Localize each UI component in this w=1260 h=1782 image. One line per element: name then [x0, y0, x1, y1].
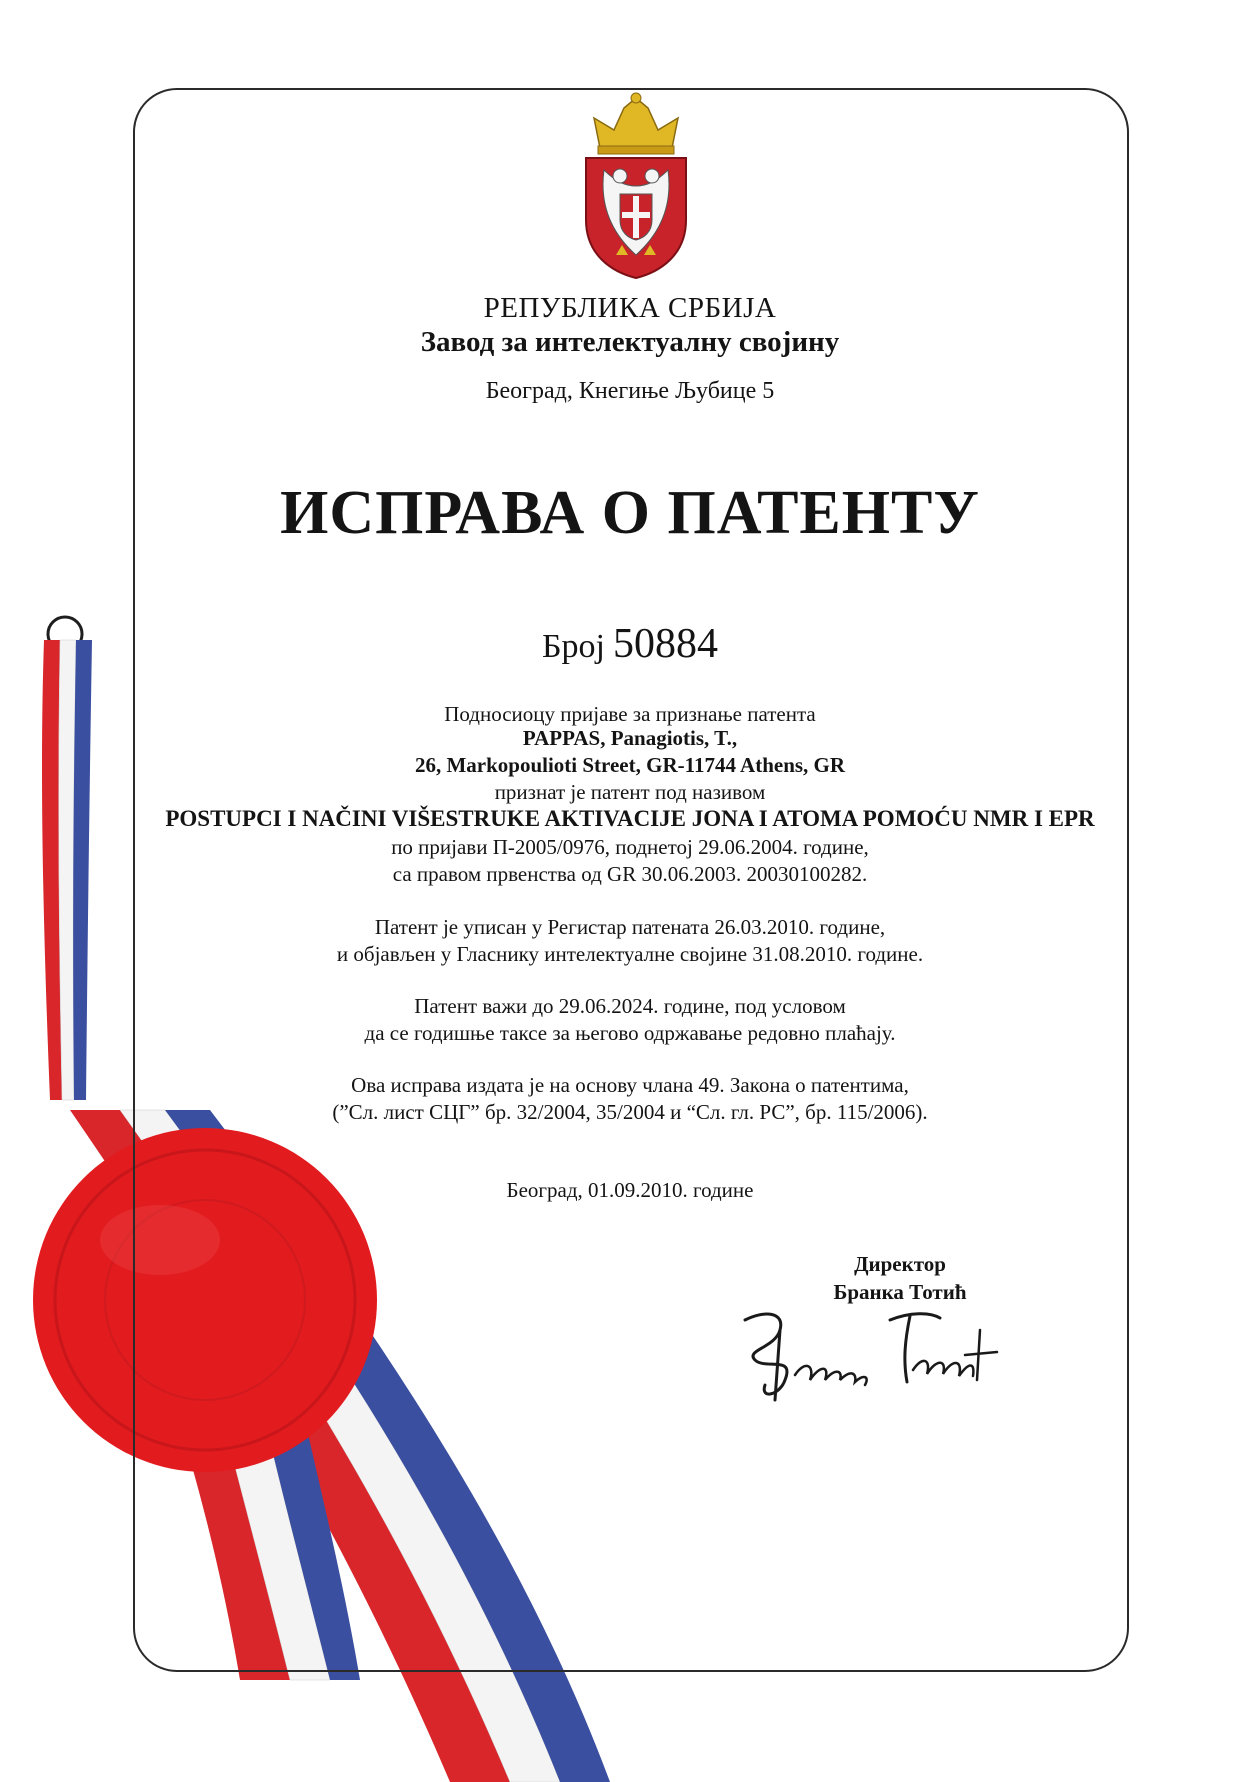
legal-basis-line-2: (”Сл. лист СЦГ” бр. 32/2004, 35/2004 и “Сл. гл. РС”, бр. 115/2006).	[332, 1100, 928, 1124]
patent-number-label: Број	[542, 628, 605, 665]
country-name: РЕПУБЛИКА СРБИЈА	[483, 292, 777, 324]
priority-info: са правом првенства од GR 30.06.2003. 20030100282.	[392, 862, 868, 886]
applicant-intro: Подносиоцу пријаве за признање патента	[444, 702, 816, 726]
signatory-name: Бранка Тотић	[833, 1280, 967, 1304]
registration-line-2: и објављен у Гласнику интелектуалне својине 31.08.2010. године.	[336, 942, 924, 966]
institute-address: Београд, Кнегиње Љубице 5	[485, 378, 775, 404]
serbian-coat-of-arms-icon	[580, 90, 692, 280]
granted-text: признат је патент под називом	[494, 780, 766, 804]
patent-title: POSTUPCI I NAČINI VIŠESTRUKE AKTIVACIJE JONA I ATOMA POMOĆU NMR I EPR	[165, 806, 1095, 831]
issue-place-date: Београд, 01.09.2010. године	[506, 1178, 754, 1202]
patent-number-value: 50884	[612, 621, 718, 667]
signatory-role: Директор	[854, 1252, 946, 1276]
validity-line-1: Патент важи до 29.06.2024. године, под условом	[414, 994, 846, 1018]
patent-number	[0, 620, 1260, 668]
handwritten-signature	[725, 1300, 1025, 1410]
registration-line-1: Патент је уписан у Регистар патената 26.03.2010. године,	[374, 915, 886, 939]
institute-name: Завод за интелектуалну својину	[420, 326, 840, 358]
validity-line-2: да се годишње таксе за његово одржавање редовно плаћају.	[364, 1021, 896, 1045]
applicant-address: 26, Markopoulioti Street, GR-11744 Athens, GR	[414, 753, 846, 777]
application-info: по пријави П-2005/0976, поднетој 29.06.2004. године,	[391, 835, 869, 859]
applicant-name: PAPPAS, Panagiotis, T.,	[522, 726, 738, 750]
legal-basis-line-1: Ова исправа издата је на основу члана 49. Закона о патентима,	[351, 1073, 909, 1097]
document-title: ИСПРАВА О ПАТЕНТУ	[280, 479, 980, 547]
